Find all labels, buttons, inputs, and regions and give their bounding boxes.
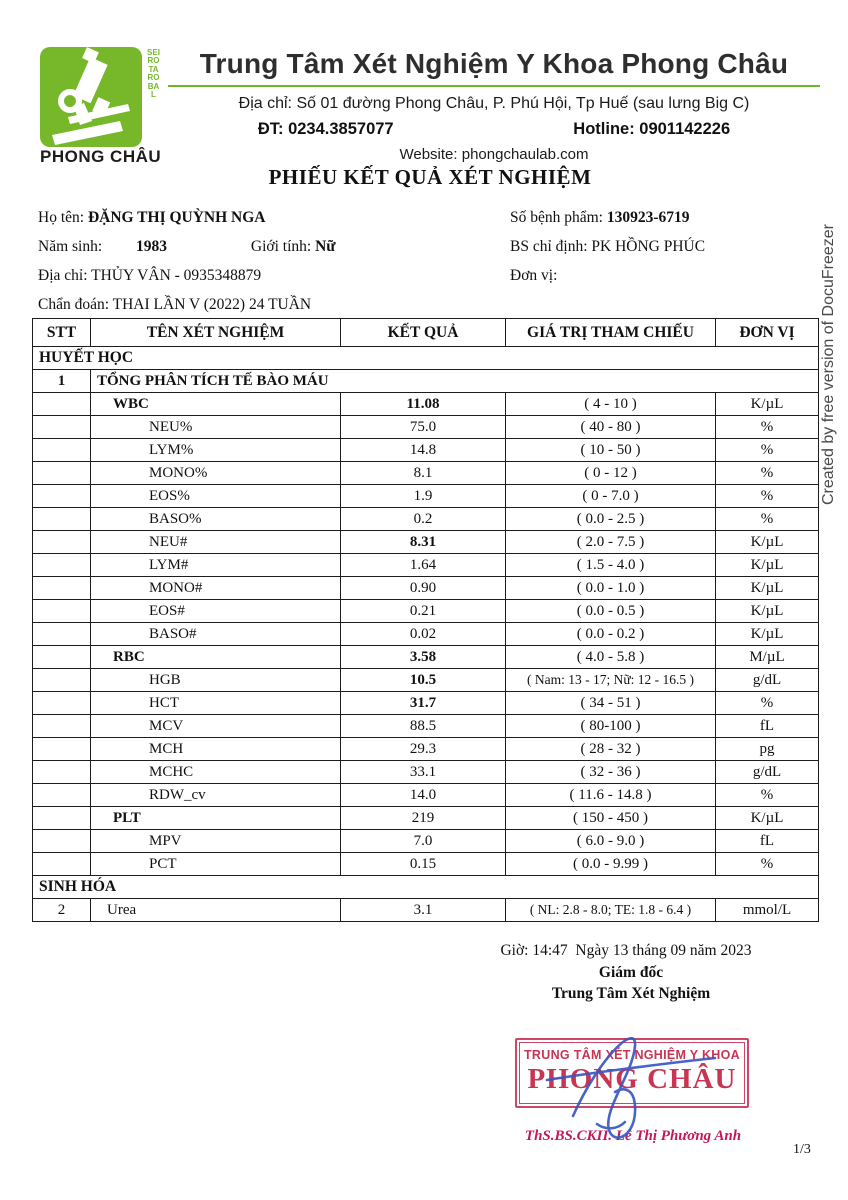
- cell-unit: %: [716, 485, 819, 508]
- cell-stt: 1: [33, 370, 91, 393]
- report-title: PHIẾU KẾT QUẢ XÉT NGHIỆM: [268, 165, 592, 189]
- col-header-result: KẾT QUẢ: [341, 319, 506, 347]
- section-title: HUYẾT HỌC: [33, 347, 819, 370]
- director-org: Trung Tâm Xét Nghiệm: [551, 985, 711, 1002]
- gender: Nữ: [315, 238, 336, 255]
- cell-stt: [33, 393, 91, 416]
- cell-unit: M/µL: [716, 646, 819, 669]
- cell-stt: [33, 853, 91, 876]
- col-header-test-name: TÊN XÉT NGHIỆM: [91, 319, 341, 347]
- cell-stt: [33, 554, 91, 577]
- gender-label: Giới tính:: [250, 238, 312, 255]
- cell-test-name: MCV: [91, 715, 341, 738]
- patient-name-label: Họ tên:: [38, 209, 85, 226]
- sample-number: 130923-6719: [606, 209, 690, 226]
- referring-doctor-label: BS chỉ định:: [510, 238, 588, 255]
- cell-stt: [33, 577, 91, 600]
- cell-unit: g/dL: [716, 761, 819, 784]
- cell-reference: ( 80-100 ): [506, 715, 716, 738]
- cell-test-name: BASO#: [91, 623, 341, 646]
- cell-stt: [33, 416, 91, 439]
- birth-year-label: Năm sinh:: [38, 238, 103, 255]
- cell-reference: ( 0.0 - 0.2 ): [506, 623, 716, 646]
- section-row: [33, 876, 819, 899]
- unit-label: Đơn vị:: [510, 267, 558, 284]
- signer-name: ThS.BS.CKII. Lê Thị Phương Anh: [524, 1128, 742, 1144]
- cell-result: 88.5: [341, 715, 506, 738]
- table-row: [33, 853, 819, 876]
- cell-stt: [33, 485, 91, 508]
- cell-stt: [33, 692, 91, 715]
- cell-unit: %: [716, 439, 819, 462]
- cell-reference: ( NL: 2.8 - 8.0; TE: 1.8 - 6.4 ): [506, 899, 716, 922]
- cell-stt: [33, 462, 91, 485]
- cell-test-name: MCH: [91, 738, 341, 761]
- docufreezer-watermark: Created by free version of DocuFreezer: [820, 223, 837, 505]
- cell-unit: K/µL: [716, 393, 819, 416]
- cell-reference: ( 0 - 12 ): [506, 462, 716, 485]
- cell-unit: %: [716, 462, 819, 485]
- cell-result: 219: [341, 807, 506, 830]
- cell-test-name: RBC: [91, 646, 341, 669]
- cell-unit: %: [716, 692, 819, 715]
- table-row: [33, 830, 819, 853]
- cell-stt: [33, 761, 91, 784]
- cell-result: 0.02: [341, 623, 506, 646]
- org-hotline: Hotline: 0901142226: [573, 120, 731, 138]
- cell-unit: %: [716, 784, 819, 807]
- cell-test-name: WBC: [91, 393, 341, 416]
- patient-line-3: [38, 261, 818, 290]
- cell-unit: %: [716, 416, 819, 439]
- col-header-unit: ĐƠN VỊ: [716, 319, 819, 347]
- table-row: [33, 600, 819, 623]
- cell-reference: ( 0.0 - 9.99 ): [506, 853, 716, 876]
- col-header-stt: STT: [33, 319, 91, 347]
- table-row: [33, 393, 819, 416]
- cell-result: 14.0: [341, 784, 506, 807]
- cell-test-name: EOS#: [91, 600, 341, 623]
- cell-stt: 2: [33, 899, 91, 922]
- logo-laboratories-label: SEIROTAROBAL: [147, 48, 160, 100]
- cell-result: 7.0: [341, 830, 506, 853]
- cell-reference: ( 0.0 - 2.5 ): [506, 508, 716, 531]
- cell-result: 29.3: [341, 738, 506, 761]
- cell-reference: ( 1.5 - 4.0 ): [506, 554, 716, 577]
- cell-test-name: HGB: [91, 669, 341, 692]
- cell-reference: ( 4.0 - 5.8 ): [506, 646, 716, 669]
- cell-test-name: RDW_cv: [91, 784, 341, 807]
- org-title: Trung Tâm Xét Nghiệm Y Khoa Phong Châu: [199, 48, 789, 79]
- org-phones: [168, 120, 820, 139]
- results-table: [32, 318, 819, 922]
- cell-test-name: HCT: [91, 692, 341, 715]
- diagnosis-label: Chẩn đoán:: [38, 296, 110, 313]
- table-row: [33, 738, 819, 761]
- cell-unit: fL: [716, 715, 819, 738]
- cell-unit: K/µL: [716, 623, 819, 646]
- patient-line-1: [38, 203, 818, 232]
- patient-line-4: [38, 290, 818, 319]
- table-row: [33, 623, 819, 646]
- cell-reference: ( 40 - 80 ): [506, 416, 716, 439]
- cell-stt: [33, 600, 91, 623]
- patient-info: [38, 203, 818, 319]
- cell-unit: %: [716, 853, 819, 876]
- stamp-name-line: PHONG CHÂU: [527, 1063, 737, 1095]
- microscope-icon: [40, 47, 142, 147]
- cell-reference: ( 4 - 10 ): [506, 393, 716, 416]
- table-row: [33, 692, 819, 715]
- table-row: [33, 899, 819, 922]
- cell-test-name: LYM%: [91, 439, 341, 462]
- cell-test-name: TỔNG PHÂN TÍCH TẾ BÀO MÁU: [91, 370, 819, 393]
- cell-stt: [33, 738, 91, 761]
- cell-unit: g/dL: [716, 669, 819, 692]
- patient-line-2: [38, 232, 818, 261]
- cell-unit: %: [716, 508, 819, 531]
- cell-result: 75.0: [341, 416, 506, 439]
- report-datetime: Giờ: 14:47 Ngày 13 tháng 09 năm 2023: [500, 942, 752, 959]
- signature-scribble: [545, 1018, 720, 1153]
- patient-name: ĐẶNG THỊ QUỲNH NGA: [87, 209, 266, 226]
- cell-test-name: MCHC: [91, 761, 341, 784]
- green-divider: [168, 85, 820, 87]
- page-number: 1/3: [793, 1142, 811, 1157]
- cell-stt: [33, 715, 91, 738]
- cell-unit: K/µL: [716, 554, 819, 577]
- table-row: [33, 577, 819, 600]
- cell-stt: [33, 439, 91, 462]
- cell-unit: K/µL: [716, 531, 819, 554]
- table-row: [33, 715, 819, 738]
- sample-number-label: Số bệnh phẩm:: [510, 209, 603, 226]
- org-website: Website: phongchaulab.com: [399, 146, 589, 163]
- table-row: [33, 508, 819, 531]
- cell-stt: [33, 646, 91, 669]
- table-row: [33, 485, 819, 508]
- cell-reference: ( 28 - 32 ): [506, 738, 716, 761]
- cell-result: 10.5: [341, 669, 506, 692]
- cell-result: 33.1: [341, 761, 506, 784]
- cell-result: 0.90: [341, 577, 506, 600]
- logo-green-square: [40, 47, 142, 147]
- table-row: [33, 531, 819, 554]
- section-title: SINH HÓA: [33, 876, 819, 899]
- org-phone: ĐT: 0234.3857077: [257, 120, 394, 138]
- patient-address: THỦY VÂN - 0935348879: [91, 267, 262, 284]
- cell-result: 1.9: [341, 485, 506, 508]
- cell-test-name: NEU#: [91, 531, 341, 554]
- table-header-row: [33, 319, 819, 347]
- cell-result: 0.15: [341, 853, 506, 876]
- header: [168, 48, 820, 163]
- cell-reference: ( 0.0 - 1.0 ): [506, 577, 716, 600]
- cell-stt: [33, 508, 91, 531]
- cell-stt: [33, 669, 91, 692]
- cell-result: 0.2: [341, 508, 506, 531]
- cell-test-name: PCT: [91, 853, 341, 876]
- group-row: [33, 370, 819, 393]
- cell-stt: [33, 531, 91, 554]
- cell-result: 8.31: [341, 531, 506, 554]
- diagnosis: THAI LẦN V (2022) 24 TUẦN: [112, 296, 312, 313]
- cell-result: 3.58: [341, 646, 506, 669]
- cell-result: 14.8: [341, 439, 506, 462]
- cell-test-name: PLT: [91, 807, 341, 830]
- cell-reference: ( 2.0 - 7.5 ): [506, 531, 716, 554]
- table-row: [33, 554, 819, 577]
- table-row: [33, 646, 819, 669]
- table-row: [33, 784, 819, 807]
- cell-reference: ( 0 - 7.0 ): [506, 485, 716, 508]
- logo-name-label: PHONG CHÂU: [40, 147, 162, 166]
- cell-unit: K/µL: [716, 600, 819, 623]
- cell-reference: ( Nam: 13 - 17; Nữ: 12 - 16.5 ): [506, 669, 716, 692]
- cell-result: 0.21: [341, 600, 506, 623]
- cell-reference: ( 0.0 - 0.5 ): [506, 600, 716, 623]
- cell-test-name: MONO%: [91, 462, 341, 485]
- col-header-reference: GIÁ TRỊ THAM CHIẾU: [506, 319, 716, 347]
- cell-test-name: EOS%: [91, 485, 341, 508]
- cell-test-name: MONO#: [91, 577, 341, 600]
- referring-doctor: PK HỒNG PHÚC: [591, 238, 706, 255]
- birth-year: 1983: [136, 238, 168, 255]
- cell-reference: ( 10 - 50 ): [506, 439, 716, 462]
- cell-test-name: NEU%: [91, 416, 341, 439]
- cell-unit: fL: [716, 830, 819, 853]
- table-row: [33, 669, 819, 692]
- director-title: Giám đốc: [598, 964, 664, 981]
- cell-unit: K/µL: [716, 807, 819, 830]
- logo: [38, 45, 162, 167]
- cell-stt: [33, 784, 91, 807]
- cell-unit: mmol/L: [716, 899, 819, 922]
- results-table-body: [33, 347, 819, 922]
- cell-unit: K/µL: [716, 577, 819, 600]
- table-row: [33, 416, 819, 439]
- org-address: Địa chỉ: Số 01 đường Phong Châu, P. Phú Hội, Tp Huế (sau lưng Big C): [238, 95, 750, 112]
- table-row: [33, 761, 819, 784]
- cell-result: 1.64: [341, 554, 506, 577]
- cell-unit: pg: [716, 738, 819, 761]
- table-row: [33, 462, 819, 485]
- cell-reference: ( 34 - 51 ): [506, 692, 716, 715]
- stamp-org-line: TRUNG TÂM XÉT NGHIỆM Y KHOA: [524, 1048, 740, 1062]
- cell-stt: [33, 830, 91, 853]
- patient-address-label: Địa chỉ:: [38, 267, 88, 284]
- cell-reference: ( 6.0 - 9.0 ): [506, 830, 716, 853]
- section-row: [33, 347, 819, 370]
- cell-test-name: LYM#: [91, 554, 341, 577]
- table-row: [33, 439, 819, 462]
- cell-stt: [33, 623, 91, 646]
- cell-test-name: MPV: [91, 830, 341, 853]
- cell-stt: [33, 807, 91, 830]
- cell-result: 8.1: [341, 462, 506, 485]
- cell-test-name: Urea: [91, 899, 341, 922]
- cell-result: 3.1: [341, 899, 506, 922]
- cell-test-name: BASO%: [91, 508, 341, 531]
- table-row: [33, 807, 819, 830]
- cell-result: 11.08: [341, 393, 506, 416]
- cell-result: 31.7: [341, 692, 506, 715]
- cell-reference: ( 32 - 36 ): [506, 761, 716, 784]
- cell-reference: ( 150 - 450 ): [506, 807, 716, 830]
- cell-reference: ( 11.6 - 14.8 ): [506, 784, 716, 807]
